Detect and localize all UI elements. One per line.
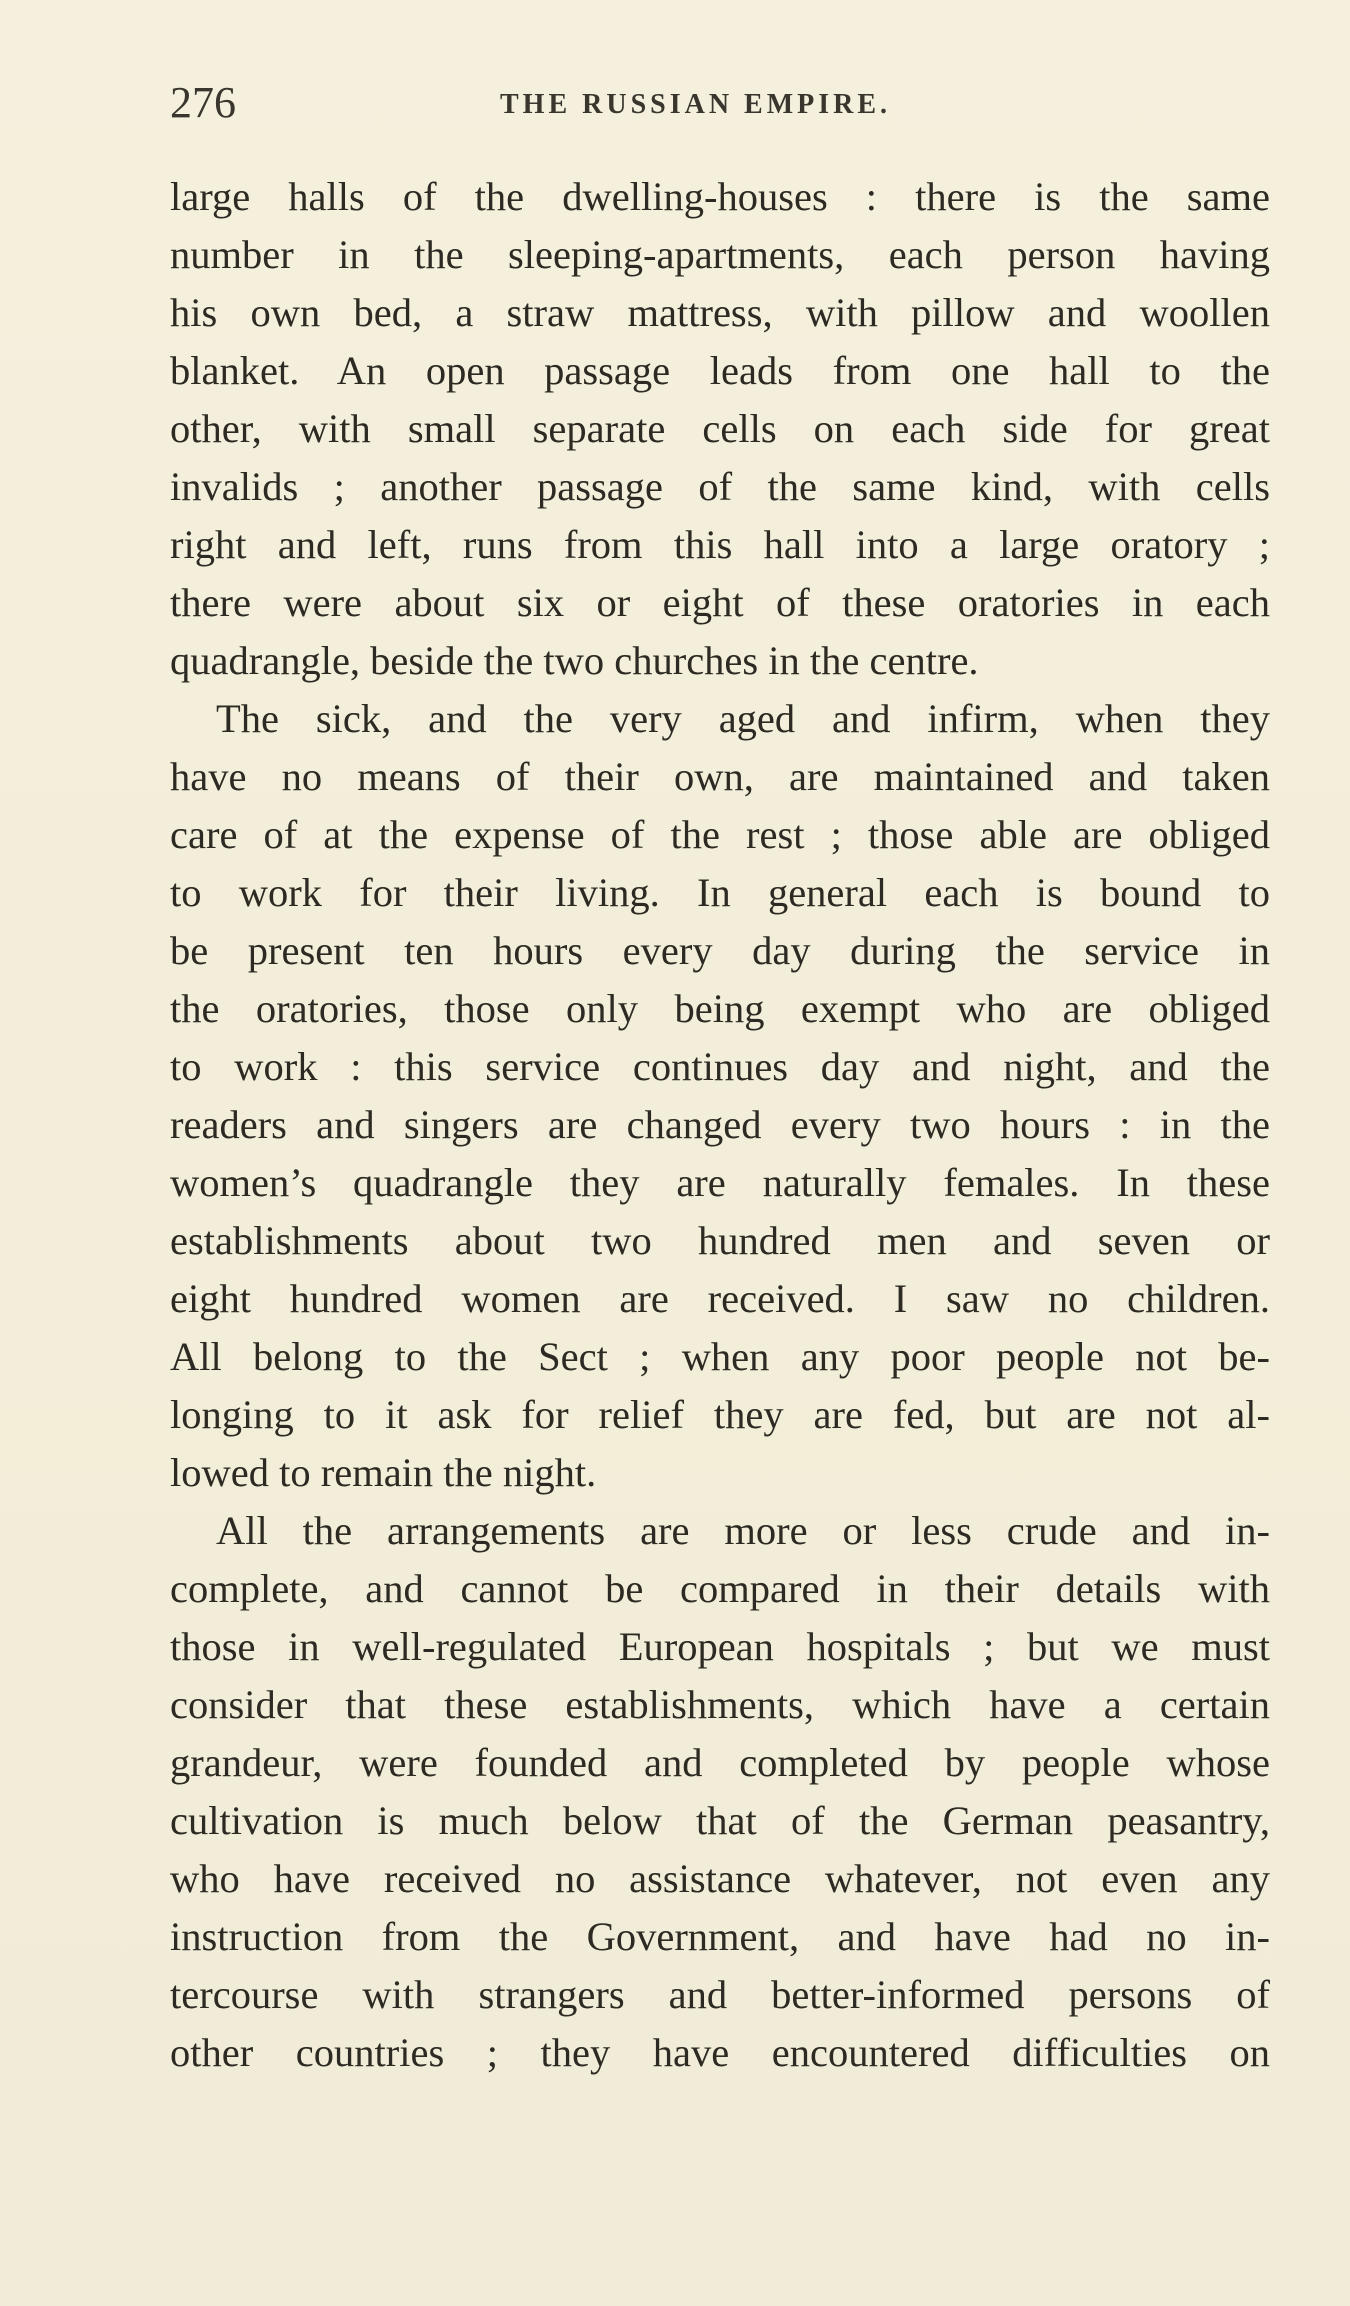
text-line: instruction from the Government, and have had no in- (170, 1914, 1270, 1959)
page-number: 276 (170, 78, 236, 127)
text-line: quadrangle, beside the two churches in the centre. (170, 638, 979, 683)
text-line: invalids ; another passage of the same kind, with cells (170, 464, 1270, 509)
text-line: eight hundred women are received. I saw no children. (170, 1276, 1270, 1321)
text-line: to work for their living. In general each is bound to (170, 870, 1270, 915)
text-line: the oratories, those only being exempt who are obliged (170, 986, 1270, 1031)
text-line: cultivation is much below that of the German peasantry, (170, 1798, 1270, 1843)
text-line: longing to it ask for relief they are fed, but are not al- (170, 1392, 1270, 1437)
text-line: to work : this service continues day and night, and the (170, 1044, 1270, 1089)
text-line: care of at the expense of the rest ; those able are obliged (170, 812, 1270, 857)
text-line: who have received no assistance whatever, not even any (170, 1856, 1270, 1901)
text-line: women’s quadrangle they are naturally females. In these (170, 1160, 1270, 1205)
paragraph-start-line: The sick, and the very aged and infirm, when they (216, 696, 1270, 741)
text-line: other, with small separate cells on each side for great (170, 406, 1270, 451)
text-line: large halls of the dwelling-houses : there is the same (170, 174, 1270, 219)
page-header (170, 78, 1270, 128)
text-line: readers and singers are changed every two hours : in the (170, 1102, 1270, 1147)
text-line: have no means of their own, are maintained and taken (170, 754, 1270, 799)
paragraph-start-line: All the arrangements are more or less crude and in- (216, 1508, 1270, 1553)
text-line: those in well-regulated European hospitals ; but we must (170, 1624, 1270, 1669)
body-text (170, 168, 1270, 2082)
text-line: establishments about two hundred men and seven or (170, 1218, 1270, 1263)
text-line: there were about six or eight of these oratories in each (170, 580, 1270, 625)
text-line: blanket. An open passage leads from one hall to the (170, 348, 1270, 393)
text-line: other countries ; they have encountered difficulties on (170, 2030, 1270, 2075)
running-title: THE RUSSIAN EMPIRE. (500, 89, 892, 120)
text-line: tercourse with strangers and better-informed persons of (170, 1972, 1270, 2017)
text-line: number in the sleeping-apartments, each person having (170, 232, 1270, 277)
text-line: his own bed, a straw mattress, with pillow and woollen (170, 290, 1270, 335)
text-line: consider that these establishments, which have a certain (170, 1682, 1270, 1727)
text-line: lowed to remain the night. (170, 1450, 597, 1495)
text-line: right and left, runs from this hall into a large oratory ; (170, 522, 1270, 567)
text-line: grandeur, were founded and completed by people whose (170, 1740, 1270, 1785)
text-line: be present ten hours every day during the service in (170, 928, 1270, 973)
text-line: All belong to the Sect ; when any poor people not be- (170, 1334, 1270, 1379)
text-line: complete, and cannot be compared in their details with (170, 1566, 1270, 1611)
